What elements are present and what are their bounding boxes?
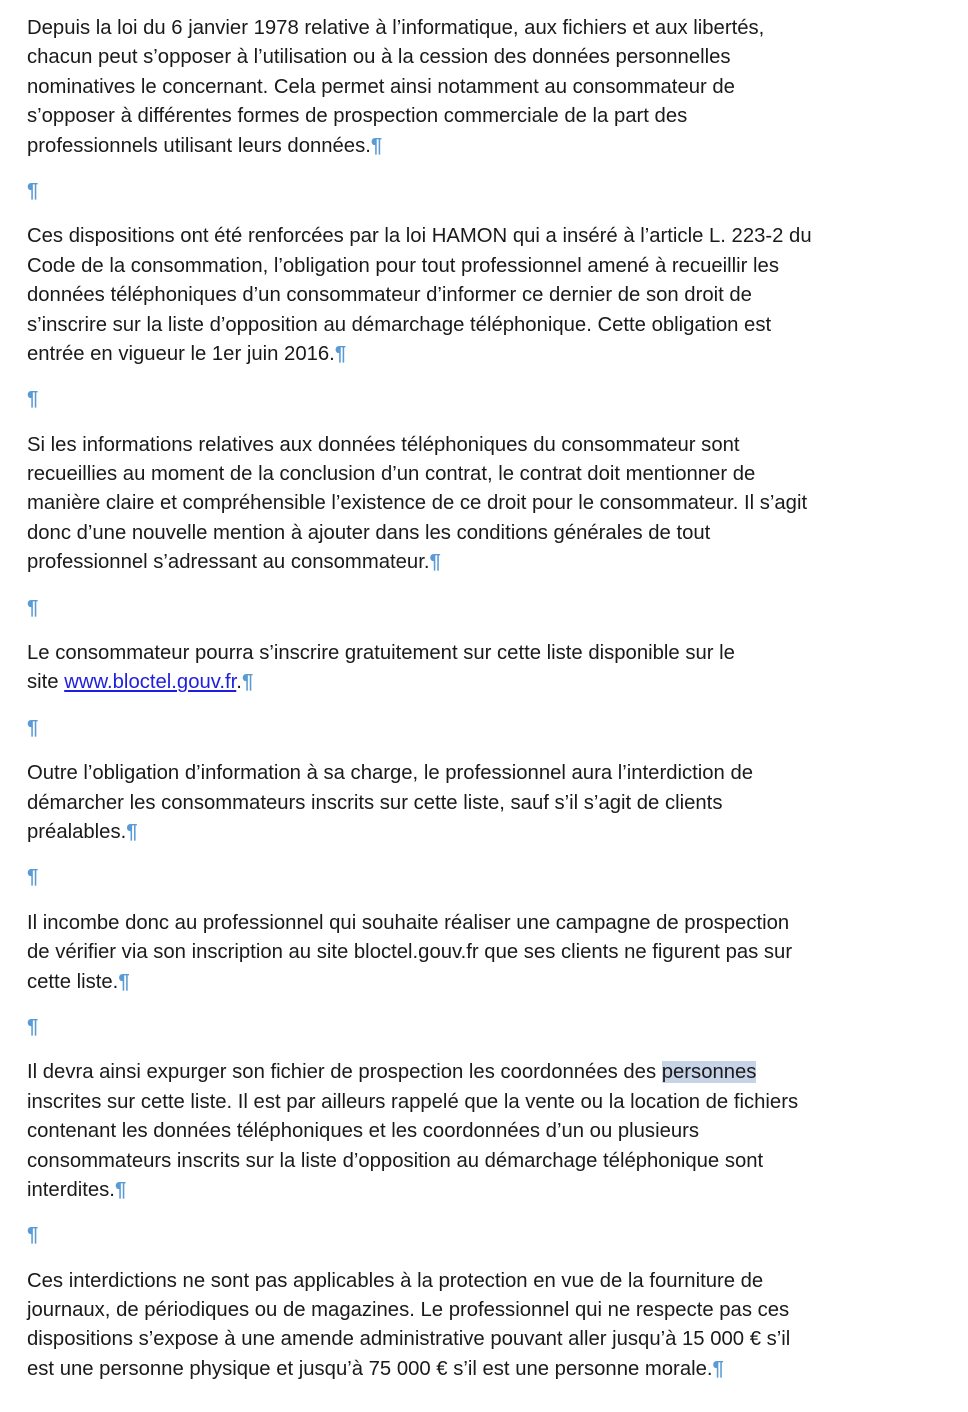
- paragraph-line: [27, 1058, 947, 1087]
- paragraph-line: Le consommateur pourra s’inscrire gratuitement sur cette liste disponible sur le: [27, 642, 735, 665]
- paragraph-8[interactable]: [27, 1267, 947, 1385]
- empty-paragraph: [27, 863, 947, 892]
- paragraph-line: consommateurs inscrits sur la liste d’opposition au démarchage téléphonique sont: [27, 1149, 764, 1172]
- paragraph-line: données téléphoniques d’un consommateur d’informer ce dernier de son droit de: [27, 284, 752, 307]
- paragraph-text: est une personne physique et jusqu’à 75 000 € s’il est une personne morale.: [27, 1357, 713, 1380]
- paragraph-6[interactable]: [27, 909, 947, 997]
- pilcrow-mark: ¶: [429, 551, 441, 574]
- paragraph-line: [27, 340, 947, 369]
- paragraph-line: nominatives le concernant. Cela permet ainsi notamment au consommateur de: [27, 75, 735, 98]
- pilcrow-mark: ¶: [126, 820, 138, 843]
- empty-paragraph: [27, 177, 947, 206]
- paragraph-text: préalables.: [27, 820, 127, 843]
- paragraph-line: [27, 818, 947, 847]
- paragraph-1[interactable]: [27, 14, 947, 161]
- paragraph-4[interactable]: [27, 639, 947, 698]
- paragraph-line: [27, 132, 947, 161]
- empty-paragraph: [27, 1221, 947, 1250]
- paragraph-text: .: [236, 671, 242, 694]
- paragraph-5[interactable]: [27, 759, 947, 847]
- paragraph-text: professionnel s’adressant au consommateur.: [27, 551, 430, 574]
- pilcrow-mark: ¶: [27, 179, 39, 202]
- paragraph-2[interactable]: [27, 222, 947, 369]
- paragraph-line: [27, 668, 947, 697]
- paragraph-line: démarcher les consommateurs inscrits sur cette liste, sauf s’il s’agit de clients: [27, 791, 723, 814]
- paragraph-line: journaux, de périodiques ou de magazines. Le professionnel qui ne respecte pas ces: [27, 1299, 790, 1322]
- pilcrow-mark: ¶: [27, 716, 39, 739]
- pilcrow-mark: ¶: [114, 1178, 127, 1201]
- pilcrow-mark: ¶: [712, 1357, 724, 1380]
- paragraph-line: Depuis la loi du 6 janvier 1978 relative à l’informatique, aux fichiers et aux libertés,: [27, 17, 765, 39]
- empty-paragraph: [27, 714, 947, 743]
- paragraph-text: professionnels utilisant leurs données.: [27, 134, 371, 157]
- paragraph-line: chacun peut s’opposer à l’utilisation ou à la cession des données personnelles: [27, 46, 731, 69]
- paragraph-line: recueillies au moment de la conclusion d’un contrat, le contrat doit mentionner de: [27, 463, 756, 486]
- selected-text[interactable]: personnes: [661, 1061, 757, 1084]
- paragraph-3[interactable]: [27, 431, 947, 578]
- paragraph-line: [27, 548, 947, 577]
- paragraph-line: contenant les données téléphoniques et les coordonnées d’un ou plusieurs: [27, 1120, 700, 1143]
- paragraph-line: [27, 968, 947, 997]
- pilcrow-mark: ¶: [27, 388, 39, 411]
- paragraph-line: Si les informations relatives aux données téléphoniques du consommateur sont: [27, 433, 740, 456]
- paragraph-line: s’inscrire sur la liste d’opposition au démarchage téléphonique. Cette obligation est: [27, 313, 772, 336]
- paragraph-line: s’opposer à différentes formes de prospection commerciale de la part des: [27, 105, 688, 128]
- paragraph-line: manière claire et compréhensible l’existence de ce droit pour le consommateur. Il s’agit: [27, 492, 808, 515]
- document-page[interactable]: [27, 14, 947, 1384]
- paragraph-text: entrée en vigueur le 1er juin 2016.: [27, 342, 335, 365]
- empty-paragraph: [27, 594, 947, 623]
- paragraph-7[interactable]: [27, 1058, 947, 1205]
- paragraph-line: Il incombe donc au professionnel qui souhaite réaliser une campagne de prospection: [27, 911, 790, 934]
- paragraph-text: Il devra ainsi expurger son fichier de prospection les coordonnées des: [27, 1061, 662, 1084]
- pilcrow-mark: ¶: [241, 671, 254, 694]
- paragraph-line: [27, 1176, 947, 1205]
- pilcrow-mark: ¶: [370, 134, 383, 157]
- pilcrow-mark: ¶: [334, 342, 347, 365]
- empty-paragraph: [27, 1013, 947, 1042]
- pilcrow-mark: ¶: [27, 1224, 39, 1247]
- paragraph-line: inscrites sur cette liste. Il est par ailleurs rappelé que la vente ou la location de fichiers: [27, 1090, 799, 1113]
- paragraph-text: interdites.: [27, 1178, 115, 1201]
- paragraph-text: site: [27, 671, 65, 694]
- paragraph-line: [27, 1355, 947, 1384]
- paragraph-line: Outre l’obligation d’information à sa charge, le professionnel aura l’interdiction de: [27, 762, 754, 785]
- paragraph-line: Ces interdictions ne sont pas applicables à la protection en vue de la fourniture de: [27, 1269, 764, 1292]
- paragraph-line: donc d’une nouvelle mention à ajouter dans les conditions générales de tout: [27, 521, 711, 544]
- paragraph-line: de vérifier via son inscription au site bloctel.gouv.fr que ses clients ne figurent pas sur: [27, 941, 793, 964]
- pilcrow-mark: ¶: [27, 1015, 39, 1038]
- paragraph-line: dispositions s’expose à une amende administrative pouvant aller jusqu’à 15 000 € s’il: [27, 1328, 791, 1351]
- paragraph-line: Code de la consommation, l’obligation pour tout professionnel amené à recueillir les: [27, 254, 779, 277]
- pilcrow-mark: ¶: [118, 970, 130, 993]
- empty-paragraph: [27, 385, 947, 414]
- paragraph-text: cette liste.: [27, 970, 119, 993]
- pilcrow-mark: ¶: [27, 596, 39, 619]
- bloctel-link[interactable]: www.bloctel.gouv.fr: [64, 671, 237, 694]
- paragraph-line: Ces dispositions ont été renforcées par la loi HAMON qui a inséré à l’article L. 223-2 du: [27, 225, 812, 248]
- pilcrow-mark: ¶: [27, 866, 39, 889]
